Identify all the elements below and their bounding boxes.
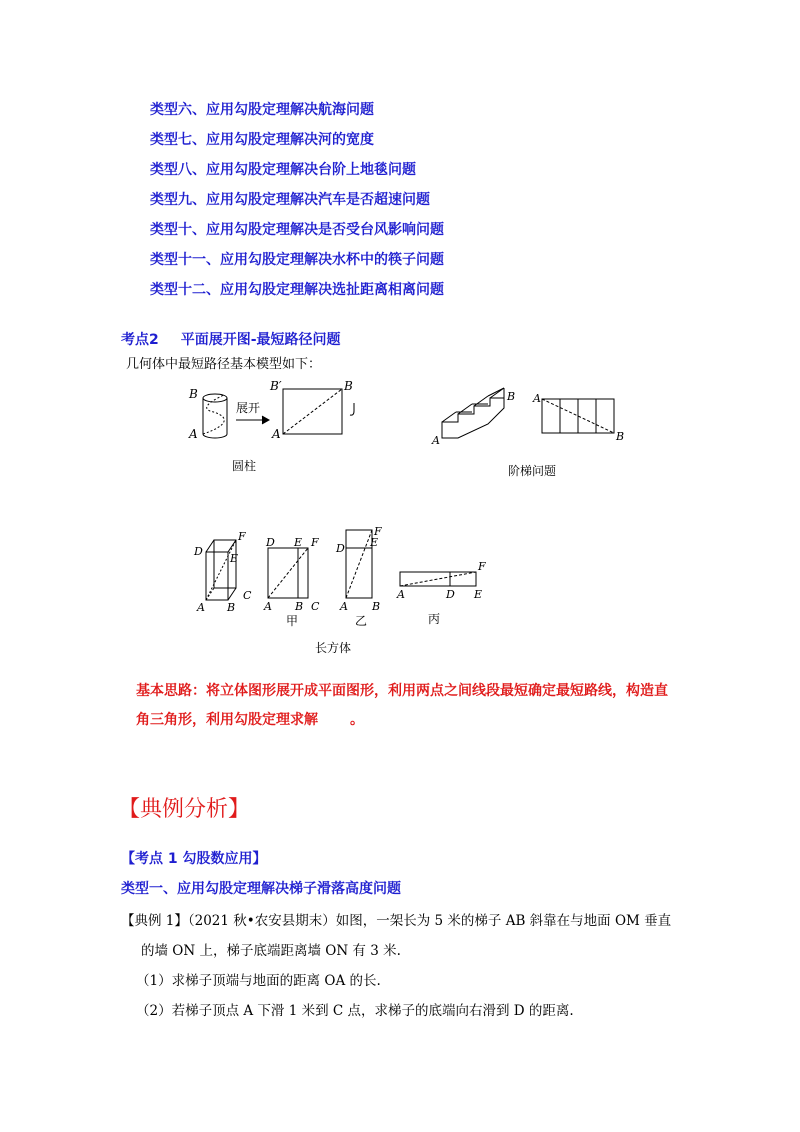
cuboid-caption: 长方体: [315, 641, 352, 655]
basic-idea-line1: 基本思路：将立体图形展开成平面图形，利用两点之间线段最短确定最短路线，构造直: [136, 683, 668, 699]
bing-label-E: E: [474, 588, 483, 601]
unfold-arrow-icon: [236, 416, 269, 424]
unfold-label: 展开: [236, 401, 261, 415]
stairs-unf-label-A: A: [533, 392, 541, 405]
section-title: 【典例分析】: [118, 797, 251, 822]
bing-caption: 丙: [428, 612, 441, 626]
example-q2: （2）若梯子顶点 A 下滑 1 米到 C 点，求梯子的底端向右滑到 D 的距离.: [136, 1003, 574, 1019]
yi-label-F: F: [374, 525, 382, 538]
jia-caption: 甲: [286, 614, 299, 628]
basic-idea-line2-text: 角三角形，利用勾股定理求解: [136, 712, 318, 728]
yi-label-A: A: [340, 600, 348, 613]
bing-label-A: A: [397, 588, 405, 601]
stairs-figure: [442, 388, 504, 438]
kaodian2-title: 平面展开图-最短路径问题: [180, 332, 341, 348]
cub-label-E: E: [230, 552, 239, 565]
jia-label-C: C: [311, 600, 320, 613]
toc-item-11: 类型十一、应用勾股定理解决水杯中的筷子问题: [150, 252, 444, 268]
kaodian2-label: 考点2: [121, 332, 159, 348]
example-line2: 的墙 ON 上，梯子底端距离墙 ON 有 3 米.: [141, 943, 401, 959]
cylinder-unfolded-rect: [283, 389, 354, 434]
bing-label-D: D: [446, 588, 455, 601]
cub-label-D: D: [194, 545, 203, 558]
cuboid-unfold-yi: [346, 530, 372, 598]
jia-label-F: F: [311, 536, 319, 549]
cub-label-A: A: [197, 601, 205, 614]
toc-item-6: 类型六、应用勾股定理解决航海问题: [150, 102, 374, 118]
stairs-label-A: A: [432, 434, 440, 447]
kaodian1-heading: 【考点 1 勾股数应用】: [121, 851, 267, 867]
cuboid-unfold-jia: [268, 548, 308, 598]
yi-caption: 乙: [355, 614, 368, 628]
toc-item-7: 类型七、应用勾股定理解决河的宽度: [150, 132, 374, 148]
unf-label-A: A: [272, 427, 281, 441]
toc-item-8: 类型八、应用勾股定理解决台阶上地毯问题: [150, 162, 416, 178]
example-line1: 【典例 1】（2021 秋•农安县期末）如图，一架长为 5 米的梯子 AB 斜靠在与地面 OM 垂直: [121, 913, 672, 929]
toc-item-12: 类型十二、应用勾股定理解决选扯距离相离问题: [150, 282, 444, 298]
jia-label-B: B: [295, 600, 304, 613]
yi-label-B: B: [372, 600, 381, 613]
cub-label-C: C: [243, 589, 252, 602]
basic-idea-line2-end: 。: [350, 712, 364, 728]
unf-label-Bp: B′: [270, 379, 282, 393]
bing-label-F: F: [478, 560, 486, 573]
stairs-unf-label-B: B: [616, 430, 625, 443]
cyl-label-A: A: [189, 427, 198, 441]
cuboid-unfold-bing: [400, 572, 476, 586]
jia-label-D: D: [266, 536, 275, 549]
unf-label-B: B: [344, 379, 353, 393]
toc-item-10: 类型十、应用勾股定理解决是否受台风影响问题: [150, 222, 444, 238]
cub-label-F: F: [238, 530, 246, 543]
cuboid-figure: [206, 540, 239, 600]
toc-item-9: 类型九、应用勾股定理解决汽车是否超速问题: [150, 192, 430, 208]
yi-label-D: D: [336, 542, 345, 555]
yi-label-E: E: [370, 536, 379, 549]
basic-idea-line2: [136, 709, 364, 729]
cylinder-figure: [203, 394, 227, 438]
example-q1: （1）求梯子顶端与地面的距离 OA 的长.: [136, 973, 381, 989]
cylinder-caption: 圆柱: [232, 459, 257, 473]
stairs-label-B: B: [507, 390, 516, 403]
cub-label-B: B: [227, 601, 236, 614]
cyl-label-B: B: [189, 387, 198, 401]
stairs-caption: 阶梯问题: [508, 464, 557, 478]
intro-text: 几何体中最短路径基本模型如下：: [126, 357, 322, 372]
stairs-unfolded-rect: [542, 399, 614, 433]
type1-heading: 类型一、应用勾股定理解决梯子滑落高度问题: [121, 881, 401, 897]
jia-label-A: A: [264, 600, 272, 613]
jia-label-E: E: [294, 536, 303, 549]
